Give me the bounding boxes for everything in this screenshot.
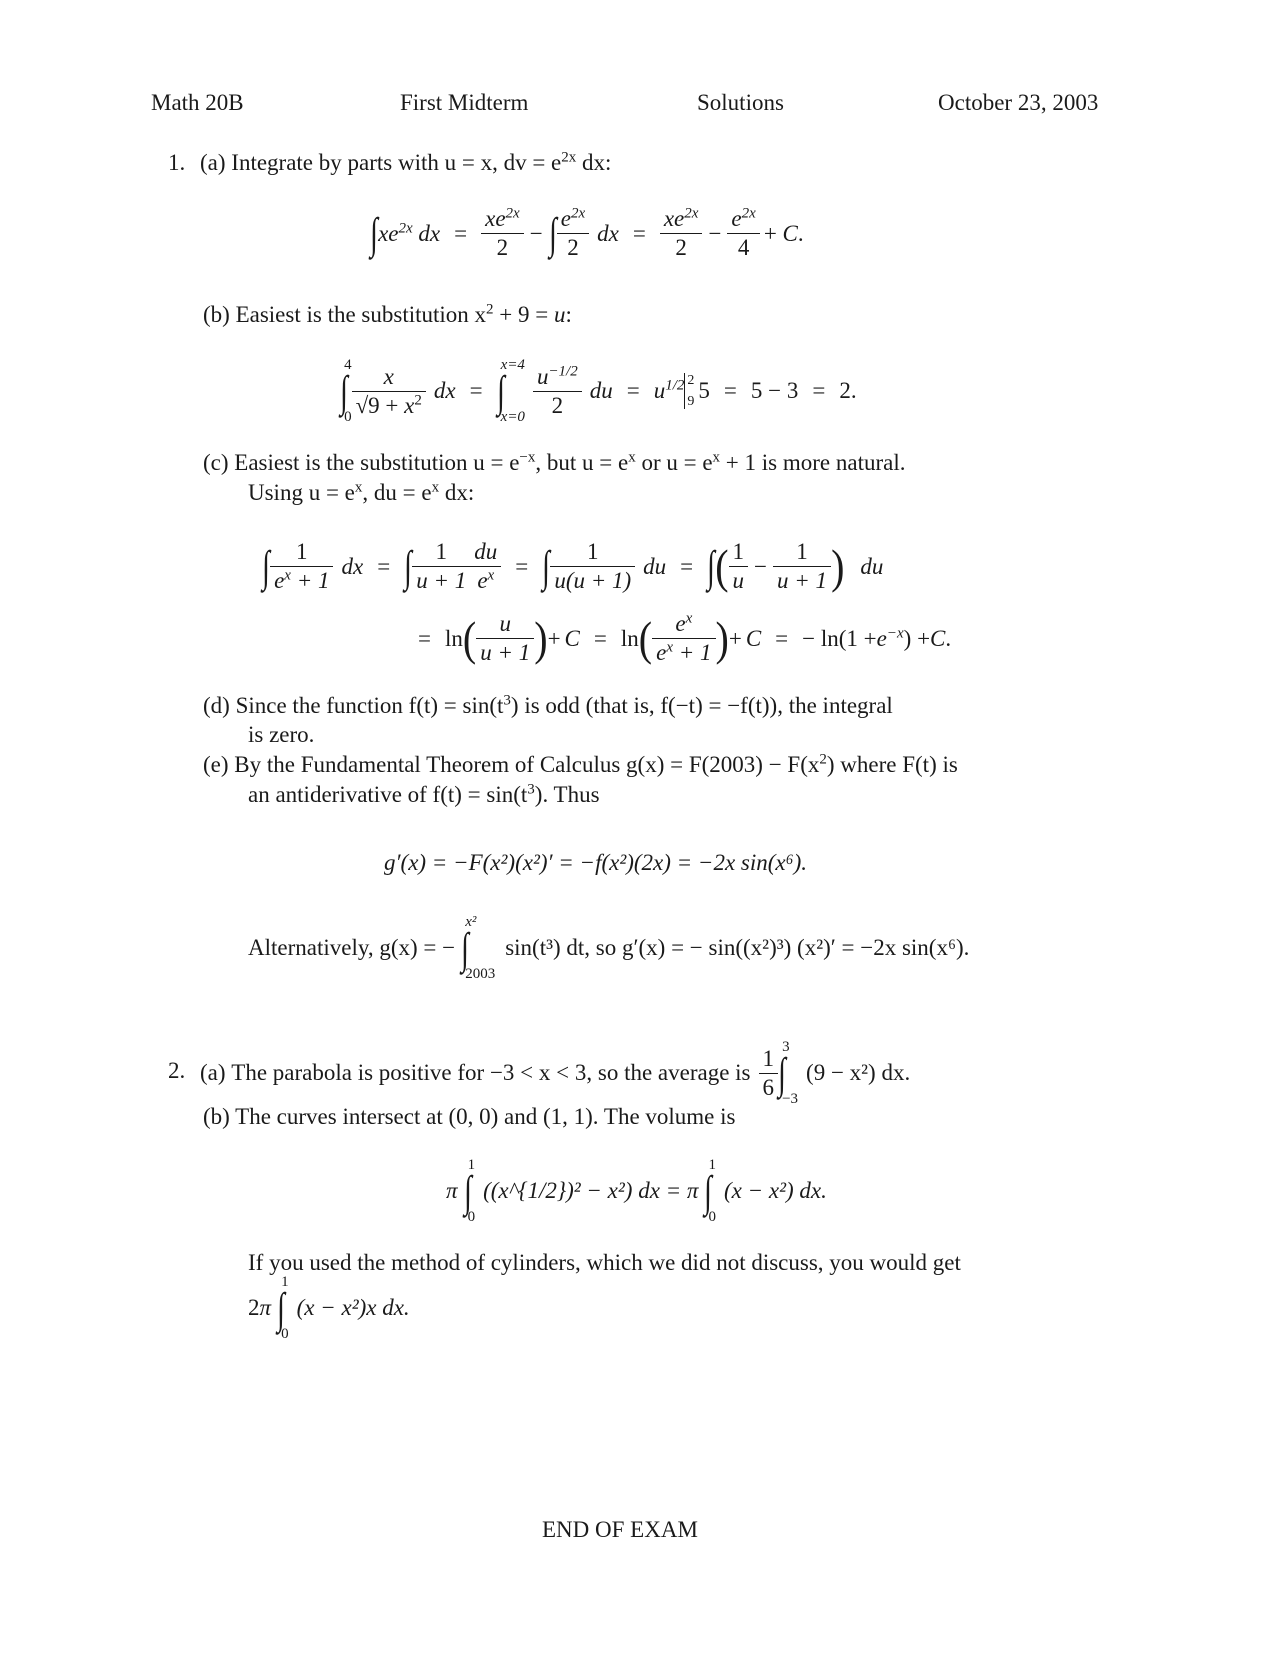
problem-1c-line2: Using $u = e^x$, du = $e^x$ dx: [248, 479, 475, 505]
problem-1e-line2: an antiderivative of $f(t) = \sin(t^3)$. Thus [248, 781, 600, 807]
problem-1c-line1: (c) Easiest is the substitution $u = e^{-x}$, but $u = e^x$ or $u = e^x + 1$ is more natural. [203, 449, 906, 475]
end-of-exam: END OF EXAM [542, 1517, 698, 1542]
problem-2-number: 2. [168, 1058, 186, 1083]
exam-title: First Midterm [400, 90, 529, 115]
equation-2b: π ∫ 1 0 ((x^{1/2})² − x²) dx = π ∫ 1 0 (x − x²) dx. [446, 1157, 827, 1225]
problem-2a: (a) The parabola is positive for −3 < x < 3, so the average is $\frac{1}{6}$ ∫ 3 −3 (9 − x²) dx. [200, 1039, 911, 1107]
exam-date: October 23, 2003 [938, 90, 1099, 115]
problem-1b: (b) Easiest is the substitution $x^2 + 9 = u$: [203, 301, 572, 327]
problem-1a: (a) Integrate by parts with u = x, dv = $e^{2x}$ dx: [200, 149, 612, 175]
problem-1d-line1: (d) Since the function $f(t) = \sin(t^3)$ is odd (that is, f(−t) = −f(t)), the integral [203, 692, 893, 718]
equation-1c-line2: = ln ( $\frac{u}{u + 1}$ ) + C = ln ( $\frac{e^x}{e^x + 1}$ ) + C = − ln(1 + $e^{-x}$ ) + C . [418, 610, 952, 666]
equation-1e-alt: Alternatively, g(x) = − ∫ x² 2003 sin(t³) dt, so g′(x) = − sin((x²)³) (x²)′ = −2x sin(x⁶). [248, 914, 970, 982]
problem-2b: (b) The curves intersect at (0, 0) and (1, 1). The volume is [203, 1104, 736, 1129]
equation-1a: ∫ $xe^{2x}$ dx = $\frac{xe^{2x}}{2}$ − ∫ $\frac{e^{2x}}{2}$ dx = $\frac{xe^{2x}}{2}$ − $\frac{e^{2x}}{4}$ + C. [370, 205, 804, 260]
problem-1-number: 1. [168, 150, 186, 175]
course-name: Math 20B [151, 90, 244, 115]
equation-1b: ∫ 4 0 $\frac{x}{√9 + x^2}$ dx = ∫ x=4 x=0 $\frac{u^{-1/2}}{2}$ du = $u^{1/2}$ 2 9 5 = 5 − 3 = 2. [340, 357, 857, 425]
equation-1e: g′(x) = −F(x²)(x²)′ = −f(x²)(2x) = −2x sin(x⁶). [384, 850, 808, 875]
problem-1e-line1: (e) By the Fundamental Theorem of Calculus $g(x) = F(2003) - F(x^2)$ where F(t) is [203, 751, 958, 777]
doc-type: Solutions [697, 90, 784, 115]
cylinders-text: If you used the method of cylinders, which we did not discuss, you would get [248, 1250, 961, 1275]
equation-1c-line1: ∫ $\frac{1}{e^x + 1}$ dx = ∫ $\frac{1}{u + 1}$ $\frac{du}{e^x}$ = ∫ $\frac{1}{u(u + 1)}$ du = ∫ ( $\frac{1}{u}$ − $\frac{1}{u + 1}$ ) du [262, 539, 884, 594]
cylinders-equation: 2 π ∫ 1 0 (x − x²)x dx. [248, 1274, 410, 1342]
problem-1d-line2: is zero. [248, 722, 315, 747]
